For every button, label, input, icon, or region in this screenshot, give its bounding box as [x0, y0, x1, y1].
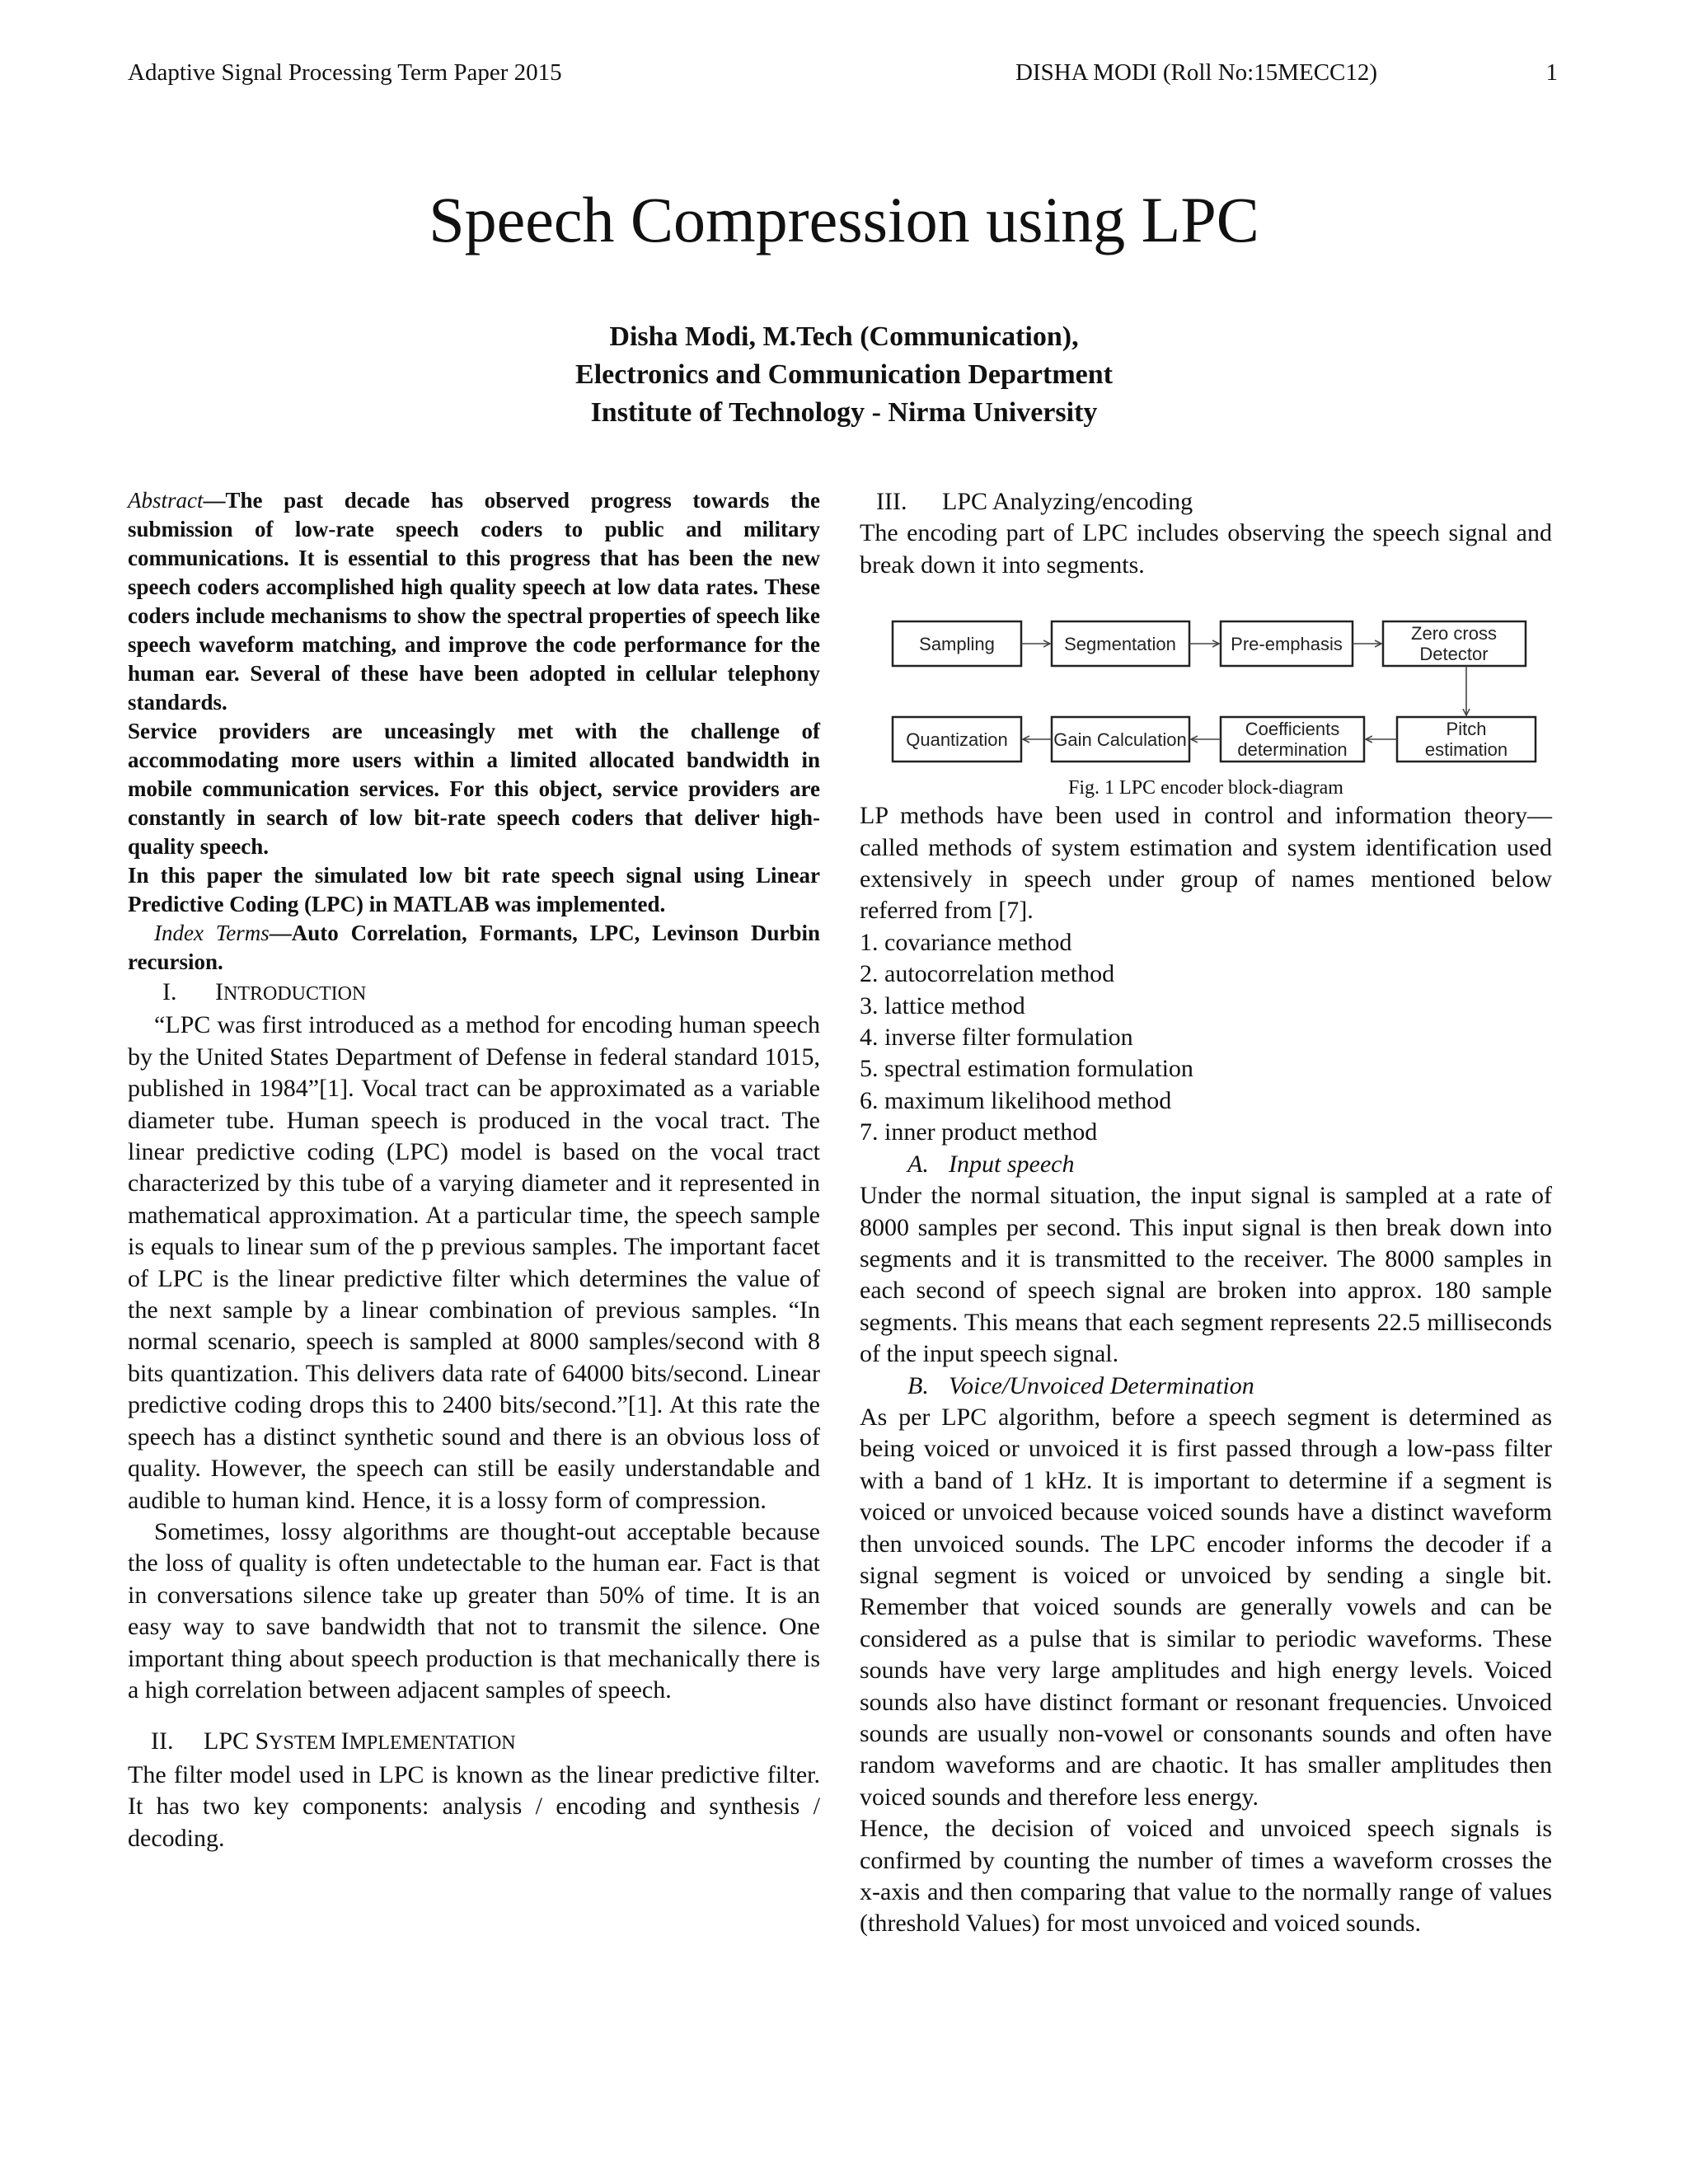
list-item: 1. covariance method	[860, 928, 1072, 956]
author-line: Electronics and Communication Department	[575, 359, 1113, 390]
body-paragraph: As per LPC algorithm, before a speech segment is determined as being voiced or unvoiced it is first passed through a low-pass filter with a band of 1 kHz. It is important to determine if a segment is voiced or unvoiced because voiced sounds have a distinct waveform then unvoiced sounds. The LPC encoder informs the decoder if a signal segment is voiced or unvoiced by sending a single bit. Remember that voiced sounds are generally vowels and can be considered as a pulse that is similar to periodic waveforms. These sounds have very large amplitudes and high energy levels. Voiced sounds also have distinct formant or resonant frequencies. Unvoiced sounds are usually non-vowel or consonants sounds and often have random waveforms and are chaotic. It has smaller amplitudes then voiced sounds and therefore less energy.	[860, 1403, 1552, 1811]
section-heading-introduction: I. INTRODUCTION	[162, 978, 367, 1005]
list-item: 5. spectral estimation formulation	[860, 1055, 1193, 1083]
body-paragraph: The filter model used in LPC is known as the linear predictive filter. It has two key components: analysis / encoding and synthesis / decoding.	[128, 1760, 820, 1852]
index-terms-label: Index Terms	[154, 921, 270, 945]
encoder-block-diagram	[860, 588, 1552, 779]
abstract-label: Abstract	[128, 488, 204, 513]
author-line: Institute of Technology - Nirma University	[590, 397, 1098, 428]
author-line: Disha Modi, M.Tech (Communication),	[609, 321, 1079, 352]
body-paragraph: The encoding part of LPC includes observing the speech signal and break down it into segments.	[860, 519, 1552, 579]
body-paragraph: Sometimes, lossy algorithms are thought-out acceptable because the loss of quality is often undetectable to the human ear. Fact is that in conversations silence take up greater than 50% of time. It is an easy way to save bandwidth that not to transmit the silence. One important thing about speech production is that mechanically there is a high correlation between adjacent samples of speech.	[128, 1517, 820, 1704]
body-paragraph: LP methods have been used in control and information theory—called methods of system estimation and system identification used extensively in speech under group of names mentioned below referred from [7].	[860, 802, 1552, 925]
subsection-heading-input-speech: A. Input speech	[907, 1150, 1075, 1178]
page-number: 1	[1545, 59, 1558, 86]
paper-title: Speech Compression using LPC	[429, 184, 1259, 255]
block-quantization-label: Quantization	[906, 729, 1008, 751]
block-zero-cross-label: Detector	[1419, 644, 1489, 665]
list-item: 2. autocorrelation method	[860, 960, 1115, 988]
block-zero-cross-label: Zero cross	[1411, 623, 1497, 644]
block-coefficients-label: determination	[1237, 739, 1348, 761]
right-column	[860, 486, 1552, 1940]
block-pitch-label: estimation	[1424, 739, 1508, 761]
subsection-heading-voice-unvoiced: B. Voice/Unvoiced Determination	[907, 1371, 1254, 1399]
figure-caption: Fig. 1 LPC encoder block-diagram	[1068, 777, 1343, 799]
author-block	[0, 318, 1688, 432]
block-pre-emphasis-label: Pre-emphasis	[1231, 634, 1343, 655]
section-heading-encoding: III. LPC Analyzing/encoding	[876, 488, 1193, 515]
list-item: 6. maximum likelihood method	[860, 1086, 1172, 1114]
list-item: 7. inner product method	[860, 1118, 1098, 1146]
page-header	[128, 59, 1558, 96]
section-heading-implementation: II. LPC SYSTEM IMPLEMENTATION	[151, 1727, 516, 1755]
index-terms: Index Terms—Auto Correlation, Formants, LPC, Levinson Durbin recursion.	[128, 921, 820, 974]
block-segmentation-label: Segmentation	[1064, 634, 1176, 655]
list-item: 4. inverse filter formulation	[860, 1024, 1133, 1052]
block-pitch-label: Pitch	[1446, 719, 1487, 740]
block-coefficients-label: Coefficients	[1245, 719, 1340, 740]
list-item: 3. lattice method	[860, 991, 1025, 1019]
header-journal: Adaptive Signal Processing Term Paper 2015	[128, 59, 562, 86]
block-gain-label: Gain Calculation	[1053, 729, 1187, 751]
header-author: DISHA MODI (Roll No:15MECC12)	[1015, 59, 1378, 86]
abstract-paragraph: Service providers are unceasingly met with the challenge of accommodating more users within a limited allocated bandwidth in mobile communication services. For this object, service providers are constantly in search of low bit-rate speech coders that deliver high-quality speech.	[128, 719, 820, 859]
block-sampling-label: Sampling	[919, 634, 995, 655]
body-paragraph: Under the normal situation, the input signal is sampled at a rate of 8000 samples per second. This input signal is then break down into segments and it is transmitted to the receiver. The 8000 samples in each second of speech signal are broken into approx. 180 sample segments. This means that each segment represents 22.5 milliseconds of the input speech signal.	[860, 1182, 1552, 1368]
abstract-paragraph: In this paper the simulated low bit rate speech signal using Linear Predictive Coding (LPC) in MATLAB was implemented.	[128, 863, 820, 916]
encoder-diagram-svg	[860, 588, 1552, 779]
left-column	[128, 486, 820, 1854]
body-paragraph: Hence, the decision of voiced and unvoiced speech signals is confirmed by counting the number of times a waveform crosses the x-axis and then comparing that value to the normally range of values (threshold Values) for most unvoiced and voiced sounds.	[860, 1815, 1552, 1938]
abstract-paragraph: Abstract—The past decade has observed progress towards the submission of low-rate speech coders to public and military communications. It is essential to this progress that has been the new speech coders accomplished high quality speech at low data rates. These coders include mechanisms to show the spectral properties of speech like speech waveform matching, and improve the code performance for the human ear. Several of these have been adopted in cellular telephony standards.	[128, 488, 820, 715]
body-paragraph: “LPC was first introduced as a method for encoding human speech by the United States Department of Defense in federal standard 1015, published in 1984”[1]. Vocal tract can be approximated as a variable diameter tube. Human speech is produced in the vocal tract. The linear predictive coding (LPC) model is based on the vocal tract characterized by this tube of a varying diameter and it represented in mathematical approximation. At a particular time, the speech sample is equals to linear sum of the p previous samples. The important facet of LPC is the linear predictive filter which determines the value of the next sample by a linear combination of previous samples. “In normal scenario, speech is sampled at 8000 samples/second with 8 bits quantization. This delivers data rate of 64000 bits/second. Linear predictive coding drops this to 2400 bits/second.”[1]. At this rate the speech has a distinct synthetic sound and there is an obvious loss of quality. However, the speech can still be easily understandable and audible to human kind. Hence, it is a lossy form of compression.	[128, 1011, 820, 1514]
